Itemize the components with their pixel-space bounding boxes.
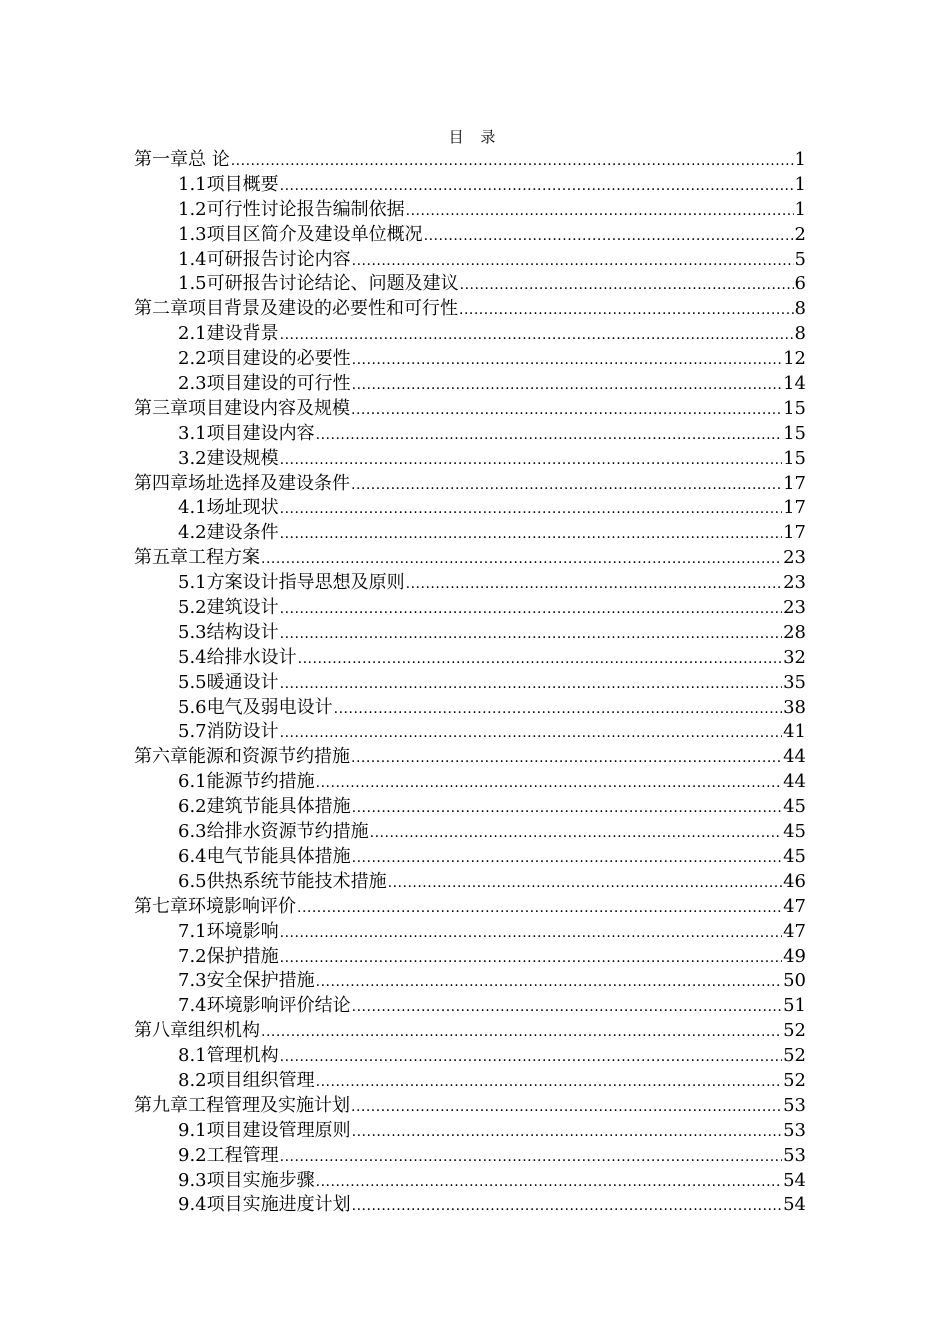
toc-section-entry[interactable] — [134, 422, 806, 447]
toc-entry-page-number: 38 — [783, 696, 806, 718]
toc-entry-page-number: 45 — [783, 796, 806, 818]
toc-chapter-entry[interactable] — [134, 895, 806, 920]
toc-entry-number: 7.1 — [178, 920, 207, 942]
dot-leader — [352, 1194, 782, 1219]
dot-leader — [280, 522, 782, 547]
toc-entry-page-number: 54 — [783, 1169, 806, 1191]
toc-chapter-entry[interactable] — [134, 1019, 806, 1044]
toc-entry-number: 9.1 — [178, 1119, 207, 1141]
toc-entry-number: 5.3 — [178, 621, 207, 643]
toc-entry-number: 3.1 — [178, 422, 207, 444]
toc-section-entry[interactable] — [134, 969, 806, 994]
toc-chapter-entry[interactable] — [134, 148, 806, 173]
toc-entry-page-number: 53 — [783, 1144, 806, 1166]
toc-entry-page-number: 8 — [794, 323, 806, 345]
toc-entry-number: 4.2 — [178, 522, 207, 544]
toc-entry-title: 项目建设内容 — [206, 422, 315, 444]
dot-leader — [334, 697, 782, 722]
toc-entry-title: 可行性讨论报告编制依据 — [206, 198, 405, 220]
dot-leader — [280, 1145, 782, 1170]
dot-leader — [298, 647, 782, 672]
dot-leader — [280, 597, 782, 622]
toc-section-entry[interactable] — [134, 496, 806, 521]
toc-entry-title: 结构设计 — [206, 621, 279, 643]
toc-entry-title: 方案设计指导思想及原则 — [206, 572, 405, 594]
toc-entry-page-number: 5 — [794, 248, 806, 270]
toc-entry-title: 消防设计 — [206, 721, 279, 743]
toc-chapter-entry[interactable] — [134, 472, 806, 497]
dot-leader — [316, 970, 782, 995]
dot-leader — [370, 821, 782, 846]
toc-entry-page-number: 32 — [783, 646, 806, 668]
toc-entry-number: 5.7 — [178, 721, 207, 743]
dot-leader — [280, 174, 794, 199]
toc-entry-page-number: 47 — [783, 895, 806, 917]
toc-entry-number: 第一章 — [134, 149, 188, 170]
toc-entry-title: 项目组织管理 — [206, 1069, 315, 1091]
toc-entry-page-number: 41 — [783, 721, 806, 743]
toc-entry-page-number: 53 — [783, 1094, 806, 1116]
toc-entry-title: 供热系统节能技术措施 — [206, 870, 387, 892]
dot-leader — [280, 721, 782, 746]
dot-leader — [316, 423, 782, 448]
dot-leader — [352, 249, 794, 274]
toc-entry-title: 可研报告讨论内容 — [206, 248, 351, 270]
dot-leader — [352, 1120, 782, 1145]
toc-chapter-entry[interactable] — [134, 397, 806, 422]
toc-entry-title: 能源和资源节约措施 — [188, 746, 350, 768]
toc-entry-title: 项目背景及建设的必要性和可行性 — [188, 298, 458, 320]
toc-entry-title: 场址选择及建设条件 — [188, 472, 350, 494]
toc-section-entry[interactable] — [134, 770, 806, 795]
dot-leader — [297, 896, 782, 921]
toc-entry-number: 1.1 — [178, 173, 207, 195]
toc-title: 目 录 — [448, 128, 502, 146]
toc-entry-number: 1.2 — [178, 198, 207, 220]
dot-leader — [261, 547, 782, 572]
toc-entry-title: 建筑节能具体措施 — [206, 796, 351, 818]
toc-entry-number: 第七章 — [134, 895, 188, 917]
toc-entry-page-number: 14 — [783, 373, 806, 395]
toc-entry-page-number: 23 — [783, 547, 806, 569]
toc-section-entry[interactable] — [134, 223, 806, 248]
toc-chapter-entry[interactable] — [134, 546, 806, 571]
dot-leader — [280, 1045, 782, 1070]
toc-entry-number: 9.3 — [178, 1169, 207, 1191]
dot-leader — [352, 796, 782, 821]
toc-entry-number: 6.4 — [178, 845, 207, 867]
toc-entry-number: 1.5 — [178, 273, 207, 295]
toc-section-entry[interactable] — [134, 795, 806, 820]
table-of-contents — [134, 148, 806, 1218]
toc-entry-title: 场址现状 — [206, 497, 279, 519]
toc-entry-page-number: 52 — [783, 1045, 806, 1067]
toc-entry-page-number: 15 — [783, 397, 806, 419]
toc-entry-title: 电气及弱电设计 — [206, 696, 333, 718]
toc-entry-title: 工程管理 — [206, 1144, 279, 1166]
toc-entry-number: 第九章 — [134, 1094, 188, 1116]
toc-section-entry[interactable] — [134, 1169, 806, 1194]
toc-entry-number: 2.2 — [178, 348, 207, 370]
toc-entry-page-number: 23 — [783, 572, 806, 594]
toc-entry-title: 项目实施进度计划 — [206, 1194, 351, 1216]
toc-entry-page-number: 51 — [783, 995, 806, 1017]
toc-entry-page-number: 8 — [794, 298, 806, 320]
toc-entry-title: 组织机构 — [188, 1020, 260, 1042]
dot-leader — [231, 149, 794, 174]
dot-leader — [316, 771, 782, 796]
toc-section-entry[interactable] — [134, 198, 806, 223]
toc-entry-title: 项目实施步骤 — [206, 1169, 315, 1191]
toc-entry-page-number: 52 — [783, 1069, 806, 1091]
toc-entry-page-number: 47 — [783, 920, 806, 942]
dot-leader — [280, 672, 782, 697]
toc-chapter-entry[interactable] — [134, 297, 806, 322]
toc-section-entry[interactable] — [134, 521, 806, 546]
toc-entry-title: 总 论 — [188, 149, 230, 170]
toc-section-entry[interactable] — [134, 596, 806, 621]
toc-section-entry[interactable] — [134, 845, 806, 870]
toc-entry-page-number: 45 — [783, 845, 806, 867]
dot-leader — [351, 398, 782, 423]
toc-entry-title: 建设背景 — [206, 323, 279, 345]
toc-entry-number: 第八章 — [134, 1020, 188, 1042]
toc-entry-number: 7.2 — [178, 945, 207, 967]
dot-leader — [280, 323, 794, 348]
toc-section-entry[interactable] — [134, 1069, 806, 1094]
toc-entry-number: 第二章 — [134, 298, 188, 320]
toc-entry-page-number: 50 — [783, 970, 806, 992]
toc-section-entry[interactable] — [134, 272, 806, 297]
toc-section-entry[interactable] — [134, 945, 806, 970]
toc-entry-number: 5.6 — [178, 696, 207, 718]
toc-entry-number: 6.2 — [178, 796, 207, 818]
toc-entry-page-number: 44 — [783, 746, 806, 768]
dot-leader — [424, 224, 794, 249]
dot-leader — [388, 871, 782, 896]
toc-entry-page-number: 45 — [783, 821, 806, 843]
toc-entry-number: 9.2 — [178, 1144, 207, 1166]
toc-entry-number: 5.1 — [178, 572, 207, 594]
toc-entry-page-number: 6 — [794, 273, 806, 295]
toc-entry-page-number: 49 — [783, 945, 806, 967]
toc-entry-title: 建设规模 — [206, 447, 279, 469]
toc-entry-number: 8.1 — [178, 1045, 207, 1067]
toc-section-entry[interactable] — [134, 646, 806, 671]
toc-entry-number: 3.2 — [178, 447, 207, 469]
toc-entry-page-number: 17 — [783, 472, 806, 494]
toc-entry-number: 2.1 — [178, 323, 207, 345]
toc-section-entry[interactable] — [134, 347, 806, 372]
toc-entry-page-number: 54 — [783, 1194, 806, 1216]
toc-entry-title: 安全保护措施 — [206, 970, 315, 992]
toc-section-entry[interactable] — [134, 173, 806, 198]
toc-entry-title: 管理机构 — [206, 1045, 279, 1067]
dot-leader — [280, 622, 782, 647]
toc-entry-page-number: 1 — [794, 173, 806, 195]
dot-leader — [352, 373, 782, 398]
toc-entry-title: 暖通设计 — [206, 671, 279, 693]
toc-entry-page-number: 2 — [794, 223, 806, 245]
toc-entry-title: 项目建设的必要性 — [206, 348, 351, 370]
toc-entry-title: 给排水设计 — [206, 646, 297, 668]
toc-entry-title: 建筑设计 — [206, 597, 279, 619]
dot-leader — [316, 1170, 782, 1195]
dot-leader — [351, 746, 782, 771]
toc-entry-number: 6.5 — [178, 870, 207, 892]
toc-section-entry[interactable] — [134, 372, 806, 397]
toc-entry-page-number: 46 — [783, 870, 806, 892]
toc-entry-page-number: 35 — [783, 671, 806, 693]
toc-section-entry[interactable] — [134, 571, 806, 596]
toc-entry-number: 第六章 — [134, 746, 188, 768]
toc-entry-number: 第三章 — [134, 397, 188, 419]
toc-section-entry[interactable] — [134, 820, 806, 845]
toc-section-entry[interactable] — [134, 248, 806, 273]
dot-leader — [352, 348, 782, 373]
dot-leader — [352, 995, 782, 1020]
dot-leader — [352, 846, 782, 871]
toc-section-entry[interactable] — [134, 994, 806, 1019]
dot-leader — [280, 497, 782, 522]
toc-entry-page-number: 1 — [794, 149, 806, 170]
toc-entry-number: 1.3 — [178, 223, 207, 245]
dot-leader — [261, 1020, 782, 1045]
toc-entry-title: 工程管理及实施计划 — [188, 1094, 350, 1116]
toc-entry-number: 1.4 — [178, 248, 207, 270]
toc-entry-page-number: 15 — [783, 447, 806, 469]
toc-entry-page-number: 17 — [783, 497, 806, 519]
toc-entry-page-number: 52 — [783, 1020, 806, 1042]
toc-entry-number: 5.5 — [178, 671, 207, 693]
toc-entry-page-number: 44 — [783, 771, 806, 793]
dot-leader — [316, 1070, 782, 1095]
toc-section-entry[interactable] — [134, 920, 806, 945]
toc-entry-title: 环境影响评价 — [188, 895, 296, 917]
dot-leader — [280, 921, 782, 946]
dot-leader — [459, 298, 794, 323]
toc-entry-title: 给排水资源节约措施 — [206, 821, 369, 843]
toc-entry-title: 保护措施 — [206, 945, 279, 967]
toc-entry-title: 电气节能具体措施 — [206, 845, 351, 867]
toc-entry-page-number: 1 — [794, 198, 806, 220]
toc-entry-title: 环境影响 — [206, 920, 279, 942]
toc-entry-title: 项目建设内容及规模 — [188, 397, 350, 419]
toc-entry-title: 建设条件 — [206, 522, 279, 544]
toc-entry-title: 项目建设管理原则 — [206, 1119, 351, 1141]
toc-entry-number: 7.3 — [178, 970, 207, 992]
toc-entry-page-number: 12 — [783, 348, 806, 370]
dot-leader — [280, 946, 782, 971]
toc-entry-number: 7.4 — [178, 995, 207, 1017]
dot-leader — [280, 448, 782, 473]
toc-section-entry[interactable] — [134, 720, 806, 745]
toc-section-entry[interactable] — [134, 447, 806, 472]
toc-entry-title: 环境影响评价结论 — [206, 995, 351, 1017]
dot-leader — [406, 199, 794, 224]
toc-section-entry[interactable] — [134, 1044, 806, 1069]
toc-section-entry[interactable] — [134, 1144, 806, 1169]
toc-entry-title: 能源节约措施 — [206, 771, 315, 793]
toc-section-entry[interactable] — [134, 1193, 806, 1218]
toc-entry-page-number: 15 — [783, 422, 806, 444]
dot-leader — [460, 273, 794, 298]
toc-entry-number: 9.4 — [178, 1194, 207, 1216]
toc-entry-page-number: 23 — [783, 597, 806, 619]
toc-entry-number: 2.3 — [178, 373, 207, 395]
toc-section-entry[interactable] — [134, 696, 806, 721]
toc-entry-number: 6.1 — [178, 771, 207, 793]
toc-entry-title: 项目概要 — [206, 173, 279, 195]
toc-entry-page-number: 28 — [783, 621, 806, 643]
toc-entry-number: 5.2 — [178, 597, 207, 619]
toc-entry-title: 工程方案 — [188, 547, 260, 569]
toc-entry-number: 5.4 — [178, 646, 207, 668]
toc-section-entry[interactable] — [134, 671, 806, 696]
toc-section-entry[interactable] — [134, 1119, 806, 1144]
dot-leader — [351, 473, 782, 498]
toc-section-entry[interactable] — [134, 621, 806, 646]
toc-entry-number: 8.2 — [178, 1069, 207, 1091]
toc-entry-number: 第五章 — [134, 547, 188, 569]
toc-entry-title: 项目区简介及建设单位概况 — [206, 223, 423, 245]
toc-chapter-entry[interactable] — [134, 1094, 806, 1119]
toc-section-entry[interactable] — [134, 870, 806, 895]
toc-entry-title: 可研报告讨论结论、问题及建议 — [206, 273, 459, 295]
toc-chapter-entry[interactable] — [134, 745, 806, 770]
toc-section-entry[interactable] — [134, 322, 806, 347]
dot-leader — [406, 572, 782, 597]
dot-leader — [351, 1095, 782, 1120]
toc-entry-number: 6.3 — [178, 821, 207, 843]
toc-entry-number: 4.1 — [178, 497, 207, 519]
toc-entry-page-number: 17 — [783, 522, 806, 544]
toc-entry-number: 第四章 — [134, 472, 188, 494]
toc-entry-page-number: 53 — [783, 1119, 806, 1141]
toc-entry-title: 项目建设的可行性 — [206, 373, 351, 395]
